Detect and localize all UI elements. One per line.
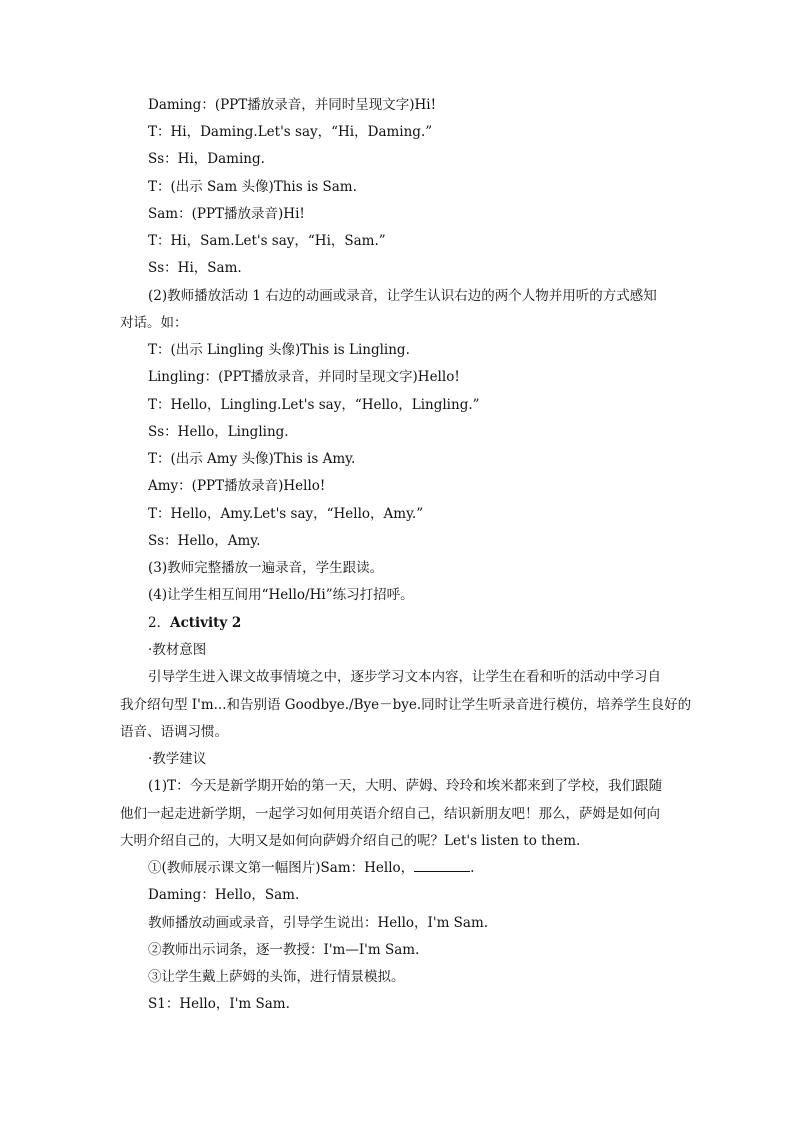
section-heading <box>148 614 241 632</box>
dialogue-line: T：Hello，Amy.Let's say，“Hello，Amy.” <box>148 506 424 522</box>
fill-in-prompt: ①(教师展示课文第一幅图片)Sam：Hello， <box>148 860 415 876</box>
dialogue-line: T：(出示 Amy 头像)This is Amy. <box>148 451 356 467</box>
dialogue-line: Daming：(PPT播放录音，并同时呈现文字)Hi! <box>148 97 437 113</box>
dialogue-line: Sam：(PPT播放录音)Hi! <box>148 206 305 222</box>
paragraph-line: ②教师出示词条，逐一教授：I'm—I'm Sam. <box>148 942 420 958</box>
dialogue-line: Ss：Hello，Amy. <box>148 533 261 549</box>
paragraph-line: (3)教师完整播放一遍录音，学生跟读。 <box>148 560 384 576</box>
fill-in-line <box>148 859 474 877</box>
dialogue-line: Lingling：(PPT播放录音，并同时呈现文字)Hello! <box>148 369 460 385</box>
paragraph-line: (2)教师播放活动 1 右边的动画或录音，让学生认识右边的两个人物并用听的方式感知 <box>148 288 657 304</box>
dialogue-line: T：(出示 Lingling 头像)This is Lingling. <box>148 342 410 358</box>
paragraph-line: 教师播放动画或录音，引导学生说出：Hello，I'm Sam. <box>148 915 489 931</box>
paragraph-line: 对话。如： <box>120 315 188 331</box>
answer-blank <box>414 859 470 872</box>
paragraph-line: 我介绍句型 I'm...和告别语 Goodbye./Bye－bye.同时让学生听录音进行模仿，培养学生良好的 <box>120 697 692 713</box>
dialogue-line: T：Hi，Sam.Let's say，“Hi，Sam.” <box>148 233 386 249</box>
dialogue-line: S1：Hello，I'm Sam. <box>148 996 290 1012</box>
paragraph-line: 他们一起走进新学期，一起学习如何用英语介绍自己，结识新朋友吧！那么，萨姆是如何向 <box>120 806 660 822</box>
dialogue-line: T：Hi，Daming.Let's say，“Hi，Daming.” <box>148 124 433 140</box>
dialogue-line: Ss：Hello，Lingling. <box>148 424 289 440</box>
fill-in-end: . <box>470 860 475 876</box>
paragraph-line: 引导学生进入课文故事情境之中，逐步学习文本内容，让学生在看和听的活动中学习自 <box>148 669 661 685</box>
subheading: ·教学建议 <box>148 751 207 767</box>
section-number: 2． <box>148 615 171 631</box>
section-title: Activity 2 <box>170 615 242 631</box>
paragraph-line: 语音、语调习惯。 <box>120 724 228 740</box>
paragraph-line: (1)T：今天是新学期开始的第一天，大明、萨姆、玲玲和埃米都来到了学校，我们跟随 <box>148 778 663 794</box>
dialogue-line: T：Hello，Lingling.Let's say，“Hello，Lingling.” <box>148 397 480 413</box>
paragraph-line: 大明介绍自己的，大明又是如何向萨姆介绍自己的呢？Let's listen to them. <box>120 833 581 849</box>
dialogue-line: Ss：Hi，Sam. <box>148 260 242 276</box>
dialogue-line: Daming：Hello，Sam. <box>148 887 300 903</box>
dialogue-line: T：(出示 Sam 头像)This is Sam. <box>148 179 357 195</box>
dialogue-line: Amy：(PPT播放录音)Hello! <box>148 478 326 494</box>
dialogue-line: Ss：Hi，Daming. <box>148 151 265 167</box>
paragraph-line: ③让学生戴上萨姆的头饰，进行情景模拟。 <box>148 969 405 985</box>
subheading: ·教材意图 <box>148 642 207 658</box>
paragraph-line: (4)让学生相互间用“Hello/Hi”练习打招呼。 <box>148 587 414 603</box>
